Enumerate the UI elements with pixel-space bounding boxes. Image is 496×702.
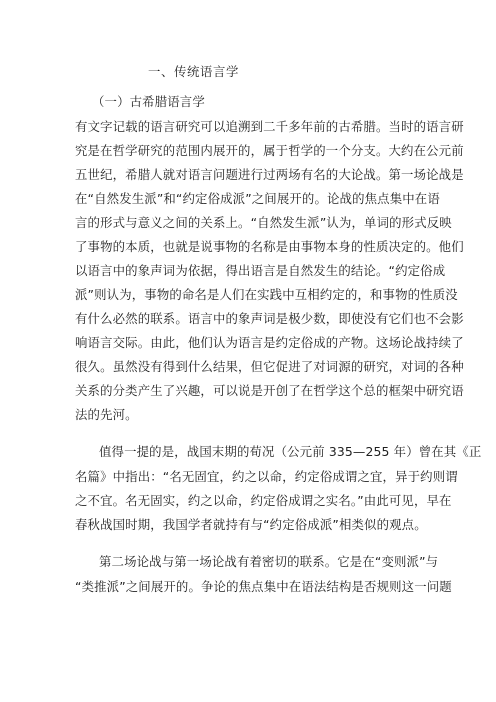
text-line: 之不宜。名无固实，约之以命，约定俗成谓之实名。”由此可见，早在 bbox=[75, 493, 452, 508]
text-line: 法的先河。 bbox=[75, 407, 138, 422]
text-line: 在“自然发生派”和“约定俗成派”之间展开的。论战的焦点集中在语 bbox=[75, 191, 440, 206]
text-line: 以语言中的象声词为依据，得出语言是自然发生的结论。“约定俗成 bbox=[75, 263, 446, 278]
text-line: 五世纪，希腊人就对语言问题进行过两场有名的大论战。第一场论战是 bbox=[75, 167, 464, 182]
text-line: 春秋战国时期，我国学者就持有与“约定俗成派”相类似的观点。 bbox=[75, 517, 427, 532]
text-line: 派”则认为，事物的命名是人们在实践中互相约定的，和事物的性质没 bbox=[75, 287, 458, 302]
text-line: 值得一提的是，战国末期的荀况（公元前 335—255 年）曾在其《正 bbox=[99, 444, 482, 459]
text-line: 了事物的本质，也就是说事物的名称是由事物本身的性质决定的。他们 bbox=[75, 239, 464, 254]
text-line: 究是在哲学研究的范围内展开的，属于哲学的一个分支。大约在公元前 bbox=[75, 143, 464, 158]
text-line: 关系的分类产生了兴趣，可以说是开创了在哲学这个总的框架中研究语 bbox=[75, 383, 464, 398]
text-line: 很久。虽然没有得到什么结果，但它促进了对词源的研究，对词的各种 bbox=[75, 359, 464, 374]
text-line: “类推派”之间展开的。争论的焦点集中在语法结构是否规则这一问题 bbox=[75, 579, 452, 594]
text-line: 言的形式与意义之间的关系上。“自然发生派”认为，单词的形式反映 bbox=[75, 215, 452, 230]
text-line: 响语言交际。由此，他们认为语言是约定俗成的产物。这场论战持续了 bbox=[75, 335, 464, 350]
text-line: 第二场论战与第一场论战有着密切的联系。它是在“变则派”与 bbox=[99, 554, 439, 569]
subsection-heading: （一）古希腊语言学 bbox=[92, 94, 205, 109]
section-heading: 一、传统语言学 bbox=[148, 64, 239, 79]
text-line: 名篇》中指出：“名无固宜，约之以命，约定俗成谓之宜，异于约则谓 bbox=[75, 469, 458, 484]
text-line: 有什么必然的联系。语言中的象声词是极少数，即使没有它们也不会影 bbox=[75, 311, 464, 326]
text-line: 有文字记载的语言研究可以追溯到二千多年前的古希腊。当时的语言研 bbox=[75, 119, 464, 134]
